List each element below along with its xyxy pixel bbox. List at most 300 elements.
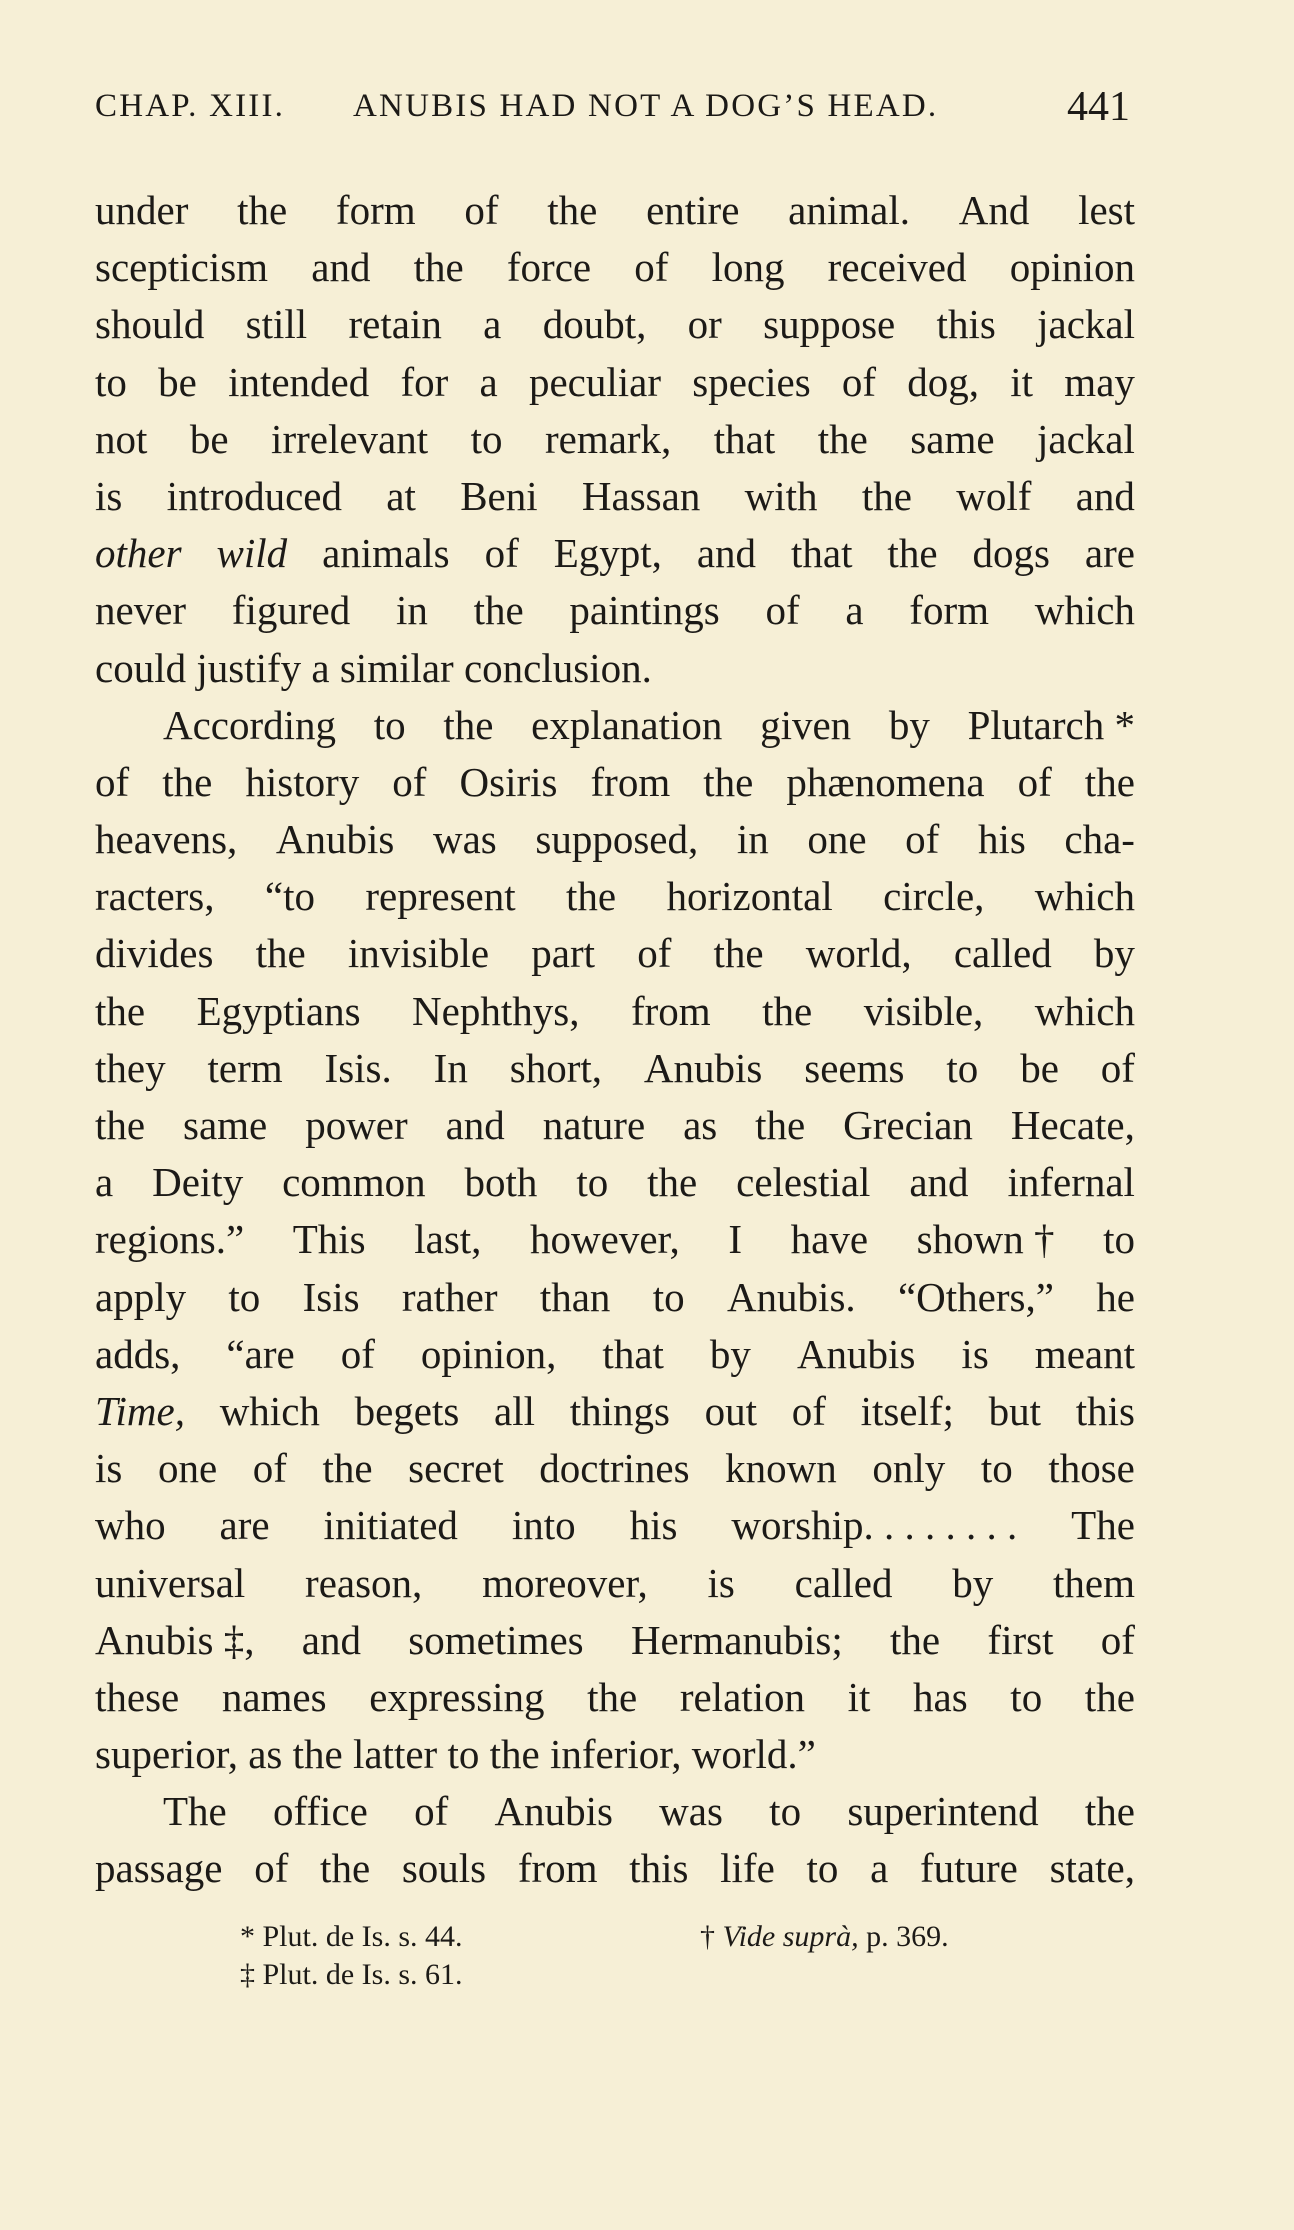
word: in	[395, 587, 428, 634]
word: which	[1034, 987, 1135, 1034]
word: it	[847, 1673, 871, 1720]
word: visible,	[863, 987, 984, 1034]
word: conclusion.	[463, 644, 652, 691]
text-line	[95, 1383, 1135, 1440]
word: and	[311, 244, 371, 291]
word: explanation	[531, 701, 723, 748]
word: remark,	[544, 415, 672, 462]
word: the	[292, 1731, 343, 1778]
word: a	[95, 1159, 114, 1206]
word: was	[433, 816, 497, 863]
word: paintings	[569, 587, 720, 634]
word: and	[909, 1159, 969, 1206]
word: those	[1048, 1445, 1135, 1492]
word: animal.	[788, 187, 910, 233]
word: the	[547, 187, 598, 233]
word: superior,	[95, 1731, 238, 1778]
text-line	[95, 1669, 1135, 1726]
word: the	[489, 1731, 540, 1778]
word: into	[511, 1502, 576, 1549]
word: figured	[231, 587, 351, 634]
word: Anubis ‡,	[95, 1616, 255, 1663]
word: the	[713, 930, 764, 977]
word: The	[1071, 1502, 1135, 1549]
page-number: 441	[1067, 84, 1130, 130]
word: same	[910, 415, 995, 462]
word: power	[305, 1102, 408, 1148]
word: justify	[196, 644, 302, 691]
word: the	[1084, 1673, 1135, 1720]
word: one	[157, 1445, 218, 1492]
text-line	[95, 525, 1135, 582]
word: worship. . . . . . . .	[731, 1502, 1018, 1549]
word: received	[827, 244, 967, 291]
word: of	[392, 758, 427, 805]
word: of	[254, 1845, 289, 1892]
word: one	[807, 816, 867, 863]
word: shown †	[916, 1216, 1055, 1263]
word: Nephthys,	[412, 987, 580, 1034]
text-line	[95, 1840, 1135, 1897]
word: which	[1034, 873, 1135, 920]
word: “to	[264, 873, 315, 920]
word: to	[228, 1273, 261, 1320]
word: superintend	[847, 1788, 1039, 1835]
word: wolf	[956, 472, 1032, 519]
word: to	[652, 1273, 685, 1320]
word: has	[913, 1673, 968, 1720]
word: opinion,	[420, 1330, 557, 1377]
word: and	[696, 530, 757, 577]
word: and	[445, 1102, 505, 1148]
word: future	[919, 1845, 1018, 1892]
word: the	[762, 987, 813, 1034]
word: similar	[339, 644, 454, 691]
text-line	[95, 1269, 1135, 1326]
word: Isis	[302, 1273, 360, 1320]
word: seems	[804, 1044, 905, 1091]
word: Anubis	[643, 1044, 763, 1091]
word: divides	[95, 930, 214, 977]
word: intended	[228, 358, 370, 405]
word: things	[569, 1387, 670, 1434]
footnote-row	[240, 1956, 1140, 1994]
footnote-dagger-italic: Vide suprà,	[722, 1920, 859, 1953]
word: however,	[530, 1216, 680, 1263]
word: the	[320, 1845, 371, 1892]
word: not	[95, 415, 148, 462]
word: is	[95, 472, 123, 519]
word: only	[872, 1445, 946, 1492]
word: of	[1100, 1616, 1135, 1663]
word: In	[433, 1044, 468, 1091]
word: inferior,	[549, 1731, 682, 1778]
word: given	[760, 701, 852, 748]
word: passage	[95, 1845, 223, 1892]
word: infernal	[1007, 1159, 1135, 1206]
word: the	[861, 472, 912, 519]
word: irrelevant	[271, 415, 429, 462]
word: life	[720, 1845, 775, 1892]
word: a	[845, 587, 864, 634]
word: first	[987, 1616, 1054, 1663]
word: the	[443, 701, 494, 748]
word: the	[817, 415, 868, 462]
word: of	[1100, 1044, 1135, 1091]
word: expressing	[369, 1673, 545, 1720]
word: term	[207, 1044, 283, 1091]
word: the	[890, 1616, 941, 1663]
word: to	[769, 1788, 802, 1835]
word: Anubis.	[726, 1273, 856, 1320]
word: the	[413, 244, 464, 291]
word: of	[905, 816, 940, 863]
footnote-row	[240, 1918, 1140, 1956]
word: the	[1084, 758, 1135, 805]
text-line	[95, 468, 1135, 525]
text-line	[95, 239, 1135, 296]
word: he	[1096, 1273, 1135, 1320]
word: doctrines	[539, 1445, 690, 1492]
word: Osiris	[459, 758, 558, 805]
word: scepticism	[95, 244, 269, 291]
word: the	[255, 930, 306, 977]
text-line	[95, 582, 1135, 639]
word: part	[531, 930, 596, 977]
word: his	[977, 816, 1026, 863]
footnotes	[240, 1918, 1140, 1994]
word: nature	[542, 1102, 646, 1148]
word: both	[464, 1159, 538, 1206]
word: dogs	[972, 530, 1050, 577]
word: Plutarch *	[967, 701, 1135, 748]
word: may	[1064, 358, 1135, 405]
word: of	[1017, 758, 1052, 805]
word: a	[483, 301, 502, 348]
word: adds,	[95, 1330, 181, 1377]
word: state,	[1049, 1845, 1135, 1892]
word: Hassan	[581, 472, 701, 519]
word: Time,	[95, 1387, 185, 1434]
running-head-title: ANUBIS HAD NOT A DOG’S HEAD.	[353, 88, 939, 124]
word: this	[936, 301, 996, 348]
word: begets	[354, 1387, 460, 1434]
word: entire	[646, 187, 740, 233]
word: they	[95, 1044, 166, 1091]
word: than	[539, 1273, 611, 1320]
word: this	[1075, 1387, 1135, 1434]
word: a	[870, 1845, 889, 1892]
footnote-double-dagger: ‡ Plut. de Is. s. 61.	[240, 1958, 463, 1991]
text-line	[95, 983, 1135, 1040]
word: initiated	[323, 1502, 458, 1549]
word: long	[711, 244, 785, 291]
word: it	[1010, 358, 1034, 405]
word: the	[473, 587, 524, 634]
word: of	[414, 1788, 449, 1835]
word: introduced	[166, 472, 342, 519]
text-line	[95, 868, 1135, 925]
text-line	[95, 411, 1135, 468]
word: of	[765, 587, 800, 634]
text-line	[95, 697, 1135, 754]
text-line	[95, 1154, 1135, 1211]
word: cha-	[1064, 816, 1135, 863]
body-text	[95, 182, 1135, 1898]
word: Grecian	[843, 1102, 973, 1148]
word: or	[687, 301, 722, 348]
word: animals	[322, 530, 450, 577]
word: This	[292, 1216, 366, 1263]
word: world,	[805, 930, 912, 977]
word: all	[494, 1387, 535, 1434]
text-line	[95, 925, 1135, 982]
word: lest	[1078, 187, 1135, 233]
word: the	[755, 1102, 806, 1148]
word: According	[163, 701, 337, 748]
word: peculiar	[528, 358, 662, 405]
text-line	[95, 640, 1135, 697]
word: itself;	[860, 1387, 954, 1434]
word: reason,	[305, 1559, 423, 1606]
word: same	[183, 1102, 268, 1148]
word: other	[95, 530, 182, 577]
word: the	[322, 1445, 373, 1492]
word: phænomena	[786, 758, 985, 805]
text-line	[95, 1211, 1135, 1268]
text-line	[95, 1097, 1135, 1154]
word: The	[163, 1788, 227, 1835]
word: meant	[1034, 1330, 1135, 1377]
word: be	[1020, 1044, 1059, 1091]
word: are	[219, 1502, 270, 1549]
word: the	[566, 873, 617, 920]
word: Anubis	[796, 1330, 916, 1377]
word: should	[95, 301, 205, 348]
word: species	[692, 358, 811, 405]
word: Hecate,	[1010, 1102, 1135, 1148]
word: could	[95, 644, 187, 691]
word: “are	[226, 1330, 295, 1377]
word: to	[1103, 1216, 1135, 1263]
word: to	[470, 415, 503, 462]
word: who	[95, 1502, 166, 1549]
word: to	[980, 1445, 1013, 1492]
word: which	[219, 1387, 320, 1434]
word: to	[576, 1159, 609, 1206]
word: Isis.	[324, 1044, 392, 1091]
word: to	[373, 701, 406, 748]
word: of	[637, 930, 672, 977]
word: by	[1093, 930, 1135, 977]
word: from	[517, 1845, 598, 1892]
footnote-dagger	[700, 1918, 949, 1956]
word: as	[683, 1102, 718, 1148]
word: heavens,	[95, 816, 238, 863]
word: wild	[216, 530, 288, 577]
word: is	[95, 1445, 123, 1492]
word: in	[736, 816, 769, 863]
word: that	[790, 530, 853, 577]
word: Beni	[460, 472, 538, 519]
text-line	[95, 811, 1135, 868]
word: of	[340, 1330, 375, 1377]
word: of	[464, 187, 499, 233]
word: doubt,	[542, 301, 647, 348]
word: to	[946, 1044, 979, 1091]
word: the	[162, 758, 213, 805]
word: racters,	[95, 873, 215, 920]
word: is	[961, 1330, 989, 1377]
word: I	[728, 1216, 743, 1263]
word: the	[95, 987, 146, 1034]
word: form	[335, 187, 416, 233]
word: Egypt,	[553, 530, 662, 577]
word: of	[634, 244, 669, 291]
word: “Others,”	[897, 1273, 1054, 1320]
word: of	[484, 530, 519, 577]
word: opinion	[1009, 244, 1135, 291]
text-line	[95, 754, 1135, 811]
word: to	[1010, 1673, 1043, 1720]
word: at	[386, 472, 416, 519]
word: still	[245, 301, 308, 348]
word: the	[647, 1159, 698, 1206]
word: the	[1084, 1788, 1135, 1835]
word: history	[245, 758, 360, 805]
word: by	[888, 701, 930, 748]
text-line	[95, 1040, 1135, 1097]
word: of	[841, 358, 877, 405]
word: names	[221, 1673, 327, 1720]
word: known	[725, 1445, 837, 1492]
word: of	[791, 1387, 826, 1434]
word: And	[958, 187, 1030, 233]
word: to	[806, 1845, 839, 1892]
word: a	[311, 644, 330, 691]
word: to	[95, 358, 127, 405]
word: last,	[414, 1216, 482, 1263]
word: the	[887, 530, 938, 577]
word: universal	[95, 1559, 246, 1606]
footnote-dagger-mark: †	[700, 1920, 715, 1953]
word: form	[909, 587, 989, 634]
word: world.”	[691, 1731, 816, 1778]
word: a	[479, 358, 498, 405]
text-line	[95, 1555, 1135, 1612]
word: his	[629, 1502, 678, 1549]
word: that	[713, 415, 776, 462]
word: is	[707, 1559, 735, 1606]
word: moreover,	[482, 1559, 648, 1606]
word: called	[794, 1559, 893, 1606]
word: and	[1075, 472, 1135, 519]
text-line	[95, 1726, 1135, 1783]
word: this	[629, 1845, 689, 1892]
word: celestial	[736, 1159, 871, 1206]
word: be	[189, 415, 229, 462]
footnote-asterisk: * Plut. de Is. s. 44.	[240, 1920, 463, 1953]
text-line	[95, 354, 1135, 411]
word: latter	[352, 1731, 438, 1778]
word: which	[1034, 587, 1135, 634]
word: the	[237, 187, 288, 233]
word: be	[158, 358, 197, 405]
word: suppose	[763, 301, 896, 348]
word: them	[1053, 1559, 1135, 1606]
text-line	[95, 1612, 1135, 1669]
word: never	[95, 587, 187, 634]
word: Deity	[152, 1159, 244, 1206]
word: by	[709, 1330, 751, 1377]
text-line	[95, 182, 1135, 239]
word: the	[703, 758, 754, 805]
word: apply	[95, 1273, 187, 1320]
word: souls	[401, 1845, 487, 1892]
word: sometimes	[408, 1616, 584, 1663]
word: from	[590, 758, 671, 805]
word: force	[506, 244, 592, 291]
word: that	[602, 1330, 664, 1377]
word: relation	[679, 1673, 806, 1720]
word: Anubis	[494, 1788, 613, 1835]
word: jackal	[1037, 301, 1135, 348]
word: horizontal	[666, 873, 833, 920]
word: Hermanubis;	[630, 1616, 843, 1663]
word: to	[447, 1731, 480, 1778]
word: regions.”	[95, 1216, 245, 1263]
running-head-chapter: CHAP. XIII.	[95, 88, 286, 124]
text-line	[95, 1497, 1135, 1554]
word: the	[587, 1673, 638, 1720]
word: out	[704, 1387, 758, 1434]
word: of	[252, 1445, 287, 1492]
running-head	[95, 84, 1130, 138]
word: dog,	[907, 358, 980, 405]
word: the	[95, 1102, 146, 1148]
word: these	[95, 1673, 180, 1720]
word: office	[272, 1788, 368, 1835]
word: retain	[348, 301, 442, 348]
word: common	[282, 1159, 426, 1206]
text-line	[95, 1440, 1135, 1497]
word: and	[301, 1616, 361, 1663]
word: Egyptians	[196, 987, 361, 1034]
word: rather	[401, 1273, 498, 1320]
word: short,	[509, 1044, 602, 1091]
text-line	[95, 1783, 1135, 1840]
word: from	[630, 987, 711, 1034]
word: circle,	[883, 873, 985, 920]
word: represent	[365, 873, 516, 920]
word: called	[953, 930, 1052, 977]
word: invisible	[347, 930, 490, 977]
word: Anubis	[275, 816, 395, 863]
footnote-dagger-text: p. 369.	[866, 1920, 949, 1953]
word: are	[1084, 530, 1135, 577]
word: of	[95, 758, 130, 805]
word: have	[790, 1216, 869, 1263]
word: supposed,	[535, 816, 699, 863]
word: for	[400, 358, 449, 405]
word: with	[744, 472, 818, 519]
word: by	[952, 1559, 994, 1606]
text-line	[95, 296, 1135, 353]
word: under	[95, 187, 189, 233]
text-line	[95, 1326, 1135, 1383]
word: was	[659, 1788, 723, 1835]
word: as	[248, 1731, 283, 1778]
